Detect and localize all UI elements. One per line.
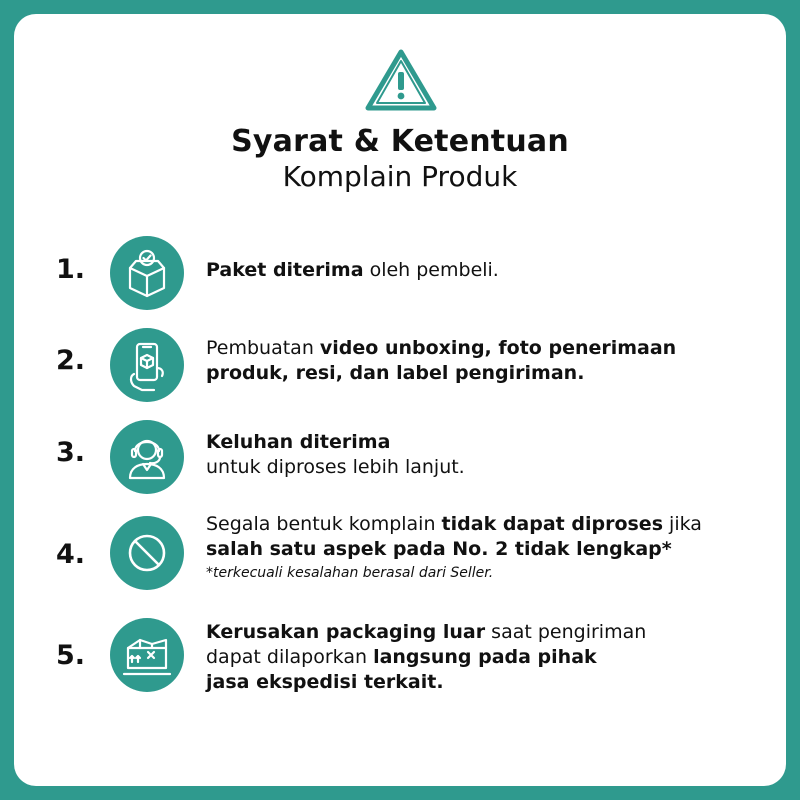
item-text-segment: Keluhan diterima (206, 431, 391, 453)
item-number: 2. (56, 345, 86, 376)
item-text-segment: Paket diterima (206, 259, 364, 281)
item-text-segment: dapat dilaporkan (206, 646, 374, 668)
item-note: *terkecuali kesalahan berasal dari Seller. (206, 565, 494, 581)
item-text-segment: jika (663, 513, 702, 535)
item-text (206, 620, 766, 695)
prohibited-icon (110, 516, 184, 590)
item-text (206, 512, 766, 584)
item-text-segment: video unboxing, foto penerimaan (319, 337, 677, 359)
item-text (206, 430, 766, 480)
item-text-segment: untuk diproses lebih lanjut. (206, 456, 465, 478)
package-box-icon (110, 236, 184, 310)
item-text-segment: Pembuatan (206, 337, 320, 359)
item-text-segment: salah satu aspek pada No. 2 tidak lengkap* (206, 538, 672, 560)
warning-icon (364, 48, 438, 112)
item-text-segment: oleh pembeli. (363, 259, 499, 281)
phone-video-icon (110, 328, 184, 402)
item-text-segment: saat pengiriman (485, 621, 647, 643)
item-text-segment: jasa ekspedisi terkait. (206, 671, 444, 693)
item-text-segment: Segala bentuk komplain (206, 513, 442, 535)
item-text-segment: produk, resi, dan label pengiriman. (206, 362, 585, 384)
item-text-segment: langsung pada pihak (373, 646, 597, 668)
page-title: Syarat & Ketentuan (231, 124, 569, 159)
item-text-segment: tidak dapat diproses (441, 513, 663, 535)
page-subtitle: Komplain Produk (282, 160, 518, 193)
customer-service-icon (110, 420, 184, 494)
item-number: 1. (56, 254, 86, 285)
item-text (206, 258, 766, 283)
item-text-segment: Kerusakan packaging luar (206, 621, 486, 643)
item-text (206, 336, 766, 386)
item-number: 4. (56, 539, 86, 570)
damaged-package-icon (110, 618, 184, 692)
item-number: 3. (56, 437, 86, 468)
item-number: 5. (56, 640, 86, 671)
